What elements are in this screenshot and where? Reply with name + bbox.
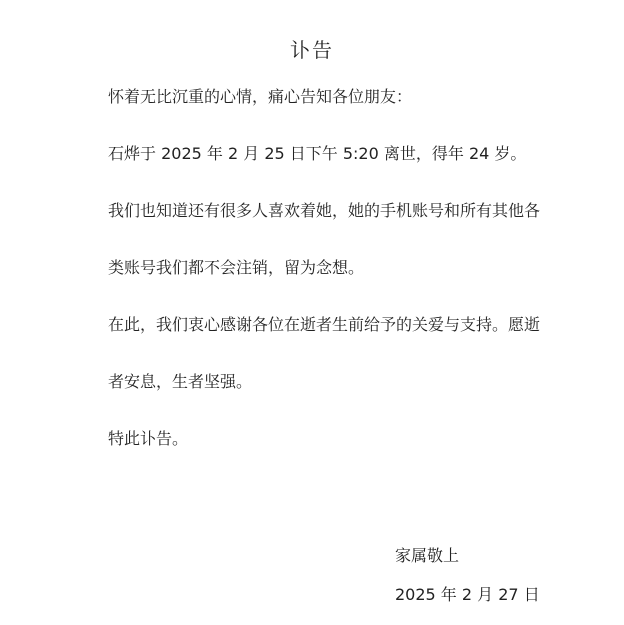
body-line-accounts-1: 我们也知道还有很多人喜欢着她，她的手机账号和所有其他各	[108, 201, 541, 220]
signature: 家属敬上	[395, 546, 460, 565]
body-line-thanks-1: 在此，我们衷心感谢各位在逝者生前给予的关爱与支持。愿逝	[108, 315, 541, 334]
signature-date: 2025 年 2 月 27 日	[395, 585, 540, 604]
body-line-death-notice: 石烨于 2025 年 2 月 25 日下午 5:20 离世，得年 24 岁。	[108, 144, 527, 163]
body-line-accounts-2: 类账号我们都不会注销，留为念想。	[108, 258, 365, 277]
document-title: 讣告	[290, 38, 334, 62]
body-line-thanks-2: 者安息，生者坚强。	[108, 372, 253, 391]
body-line-closing: 特此讣告。	[108, 429, 189, 448]
body-line-greeting: 怀着无比沉重的心情，痛心告知各位朋友：	[108, 87, 413, 106]
